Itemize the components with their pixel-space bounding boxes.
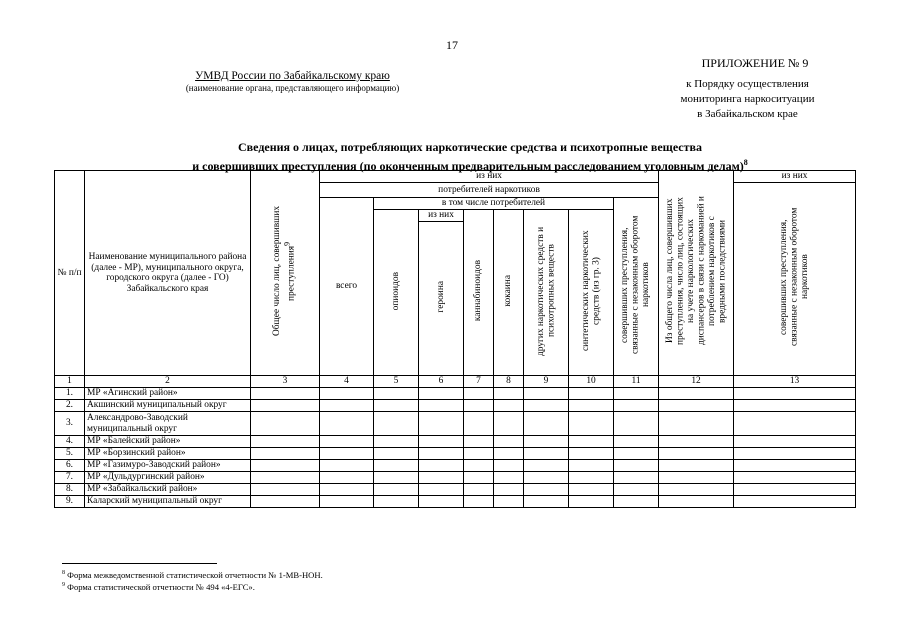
data-cell[interactable] <box>659 460 734 472</box>
table-row <box>55 496 856 508</box>
table-body <box>55 388 856 508</box>
data-cell[interactable] <box>251 460 320 472</box>
header-total-ref: 9 <box>282 241 292 246</box>
data-cell[interactable] <box>419 400 464 412</box>
footnote-mark: 8 <box>62 570 65 577</box>
data-cell[interactable] <box>524 388 569 400</box>
data-cell[interactable] <box>320 460 374 472</box>
data-cell[interactable] <box>320 436 374 448</box>
data-cell[interactable] <box>374 388 419 400</box>
data-cell[interactable] <box>524 400 569 412</box>
data-cell[interactable] <box>464 448 494 460</box>
data-cell[interactable] <box>374 496 419 508</box>
appendix-description <box>640 77 855 122</box>
table-row <box>55 436 856 448</box>
data-cell[interactable] <box>374 436 419 448</box>
statistics-table <box>54 170 856 508</box>
footnote-divider <box>62 563 217 564</box>
data-cell[interactable] <box>524 448 569 460</box>
appendix-line: в Забайкальском крае <box>697 108 798 120</box>
header-cannabinoids <box>464 210 494 376</box>
data-cell[interactable] <box>464 388 494 400</box>
data-cell[interactable] <box>251 484 320 496</box>
column-number: 9 <box>524 376 569 388</box>
row-number: 9. <box>55 496 85 508</box>
title-line-2-text: и совершивших преступления (по оконченным предварительным расследованием уголовным делам) <box>192 159 744 173</box>
data-cell[interactable] <box>464 436 494 448</box>
data-cell[interactable] <box>320 412 374 436</box>
row-number: 4. <box>55 436 85 448</box>
data-cell[interactable] <box>734 460 856 472</box>
row-name: Александрово-Заводский муниципальный округ <box>85 412 251 436</box>
header-heroin <box>419 222 464 376</box>
header-heroin-text: героина <box>435 281 446 313</box>
column-number: 13 <box>734 376 856 388</box>
row-number: 8. <box>55 484 85 496</box>
table-row <box>55 460 856 472</box>
header-of-them-right: из них <box>734 171 856 183</box>
org-caption: (наименование органа, представляющего информацию) <box>185 83 400 93</box>
page-number: 17 <box>446 38 458 52</box>
data-cell[interactable] <box>659 484 734 496</box>
data-cell[interactable] <box>734 388 856 400</box>
footnote-8 <box>62 570 323 580</box>
table-row <box>55 472 856 484</box>
header-synthetic <box>569 210 614 376</box>
header-registered-text: Из общего числа лиц, совершивших преступления, число лиц, состоящих на учете наркологических диспансеров в связи с наркоманией и потреблением наркотиков с вредными последствиями <box>664 196 728 346</box>
data-cell[interactable] <box>494 448 524 460</box>
data-cell[interactable] <box>569 496 614 508</box>
data-cell[interactable] <box>374 472 419 484</box>
data-cell[interactable] <box>569 484 614 496</box>
column-number: 8 <box>494 376 524 388</box>
data-cell[interactable] <box>419 472 464 484</box>
data-cell[interactable] <box>734 484 856 496</box>
data-cell[interactable] <box>464 412 494 436</box>
data-cell[interactable] <box>494 436 524 448</box>
data-cell[interactable] <box>494 400 524 412</box>
data-cell[interactable] <box>464 460 494 472</box>
appendix-title: ПРИЛОЖЕНИЕ № 9 <box>701 56 809 70</box>
data-cell[interactable] <box>320 484 374 496</box>
data-cell[interactable] <box>734 448 856 460</box>
data-cell[interactable] <box>374 484 419 496</box>
header-name: Наименование муниципального района (далее - МР), муниципального округа, городского округа (далее - ГО) Забайкальского края <box>85 171 251 376</box>
header-synthetic-text: синтетических наркотических средств (из гр. 3) <box>580 230 601 352</box>
data-cell[interactable] <box>569 400 614 412</box>
data-cell[interactable] <box>614 460 659 472</box>
column-number: 1 <box>55 376 85 388</box>
data-cell[interactable] <box>320 388 374 400</box>
column-number: 4 <box>320 376 374 388</box>
data-cell[interactable] <box>419 412 464 436</box>
data-cell[interactable] <box>524 496 569 508</box>
data-cell[interactable] <box>419 436 464 448</box>
data-cell[interactable] <box>614 484 659 496</box>
footnote-text: Форма статистической отчетности № 494 «4-ЕГС». <box>67 582 255 592</box>
header-right-crimes-text: совершивших преступления, связанные с незаконным оборотом наркотиков <box>778 208 810 347</box>
header-cocaine-text: кокаина <box>503 274 514 307</box>
row-name: МР «Агинский район» <box>85 388 251 400</box>
data-cell[interactable] <box>524 484 569 496</box>
data-cell[interactable] <box>659 412 734 436</box>
row-name: МР «Забайкальский район» <box>85 484 251 496</box>
data-cell[interactable] <box>734 400 856 412</box>
data-cell[interactable] <box>464 484 494 496</box>
data-cell[interactable] <box>494 412 524 436</box>
header-total-label: Общее число лиц, совершивших преступления <box>272 206 298 337</box>
table-row <box>55 484 856 496</box>
data-cell[interactable] <box>614 472 659 484</box>
header-opioids-text: опиоидов <box>390 271 401 310</box>
header-all: всего <box>320 198 374 376</box>
header-other-drugs-text: других наркотических средств и психотропных веществ <box>535 226 556 356</box>
data-cell[interactable] <box>320 448 374 460</box>
column-number: 10 <box>569 376 614 388</box>
row-name: МР «Балейский район» <box>85 436 251 448</box>
title-footnote-ref: 8 <box>743 158 748 167</box>
column-number: 6 <box>419 376 464 388</box>
row-number: 3. <box>55 412 85 436</box>
row-number: 1. <box>55 388 85 400</box>
row-name: Акшинский муниципальный округ <box>85 400 251 412</box>
row-number: 5. <box>55 448 85 460</box>
data-cell[interactable] <box>659 472 734 484</box>
header-total-text <box>272 196 297 346</box>
data-cell[interactable] <box>659 388 734 400</box>
data-cell[interactable] <box>320 472 374 484</box>
data-cell[interactable] <box>659 400 734 412</box>
data-cell[interactable] <box>251 400 320 412</box>
header-opioids <box>374 210 419 376</box>
data-cell[interactable] <box>320 496 374 508</box>
column-number: 5 <box>374 376 419 388</box>
data-cell[interactable] <box>251 472 320 484</box>
header-crimes-drug-related <box>614 198 659 376</box>
header-crimes-drug-related-text: совершивших преступления, связанные с незаконным оборотом наркотиков <box>620 215 652 354</box>
data-cell[interactable] <box>374 460 419 472</box>
appendix-line: к Порядку осуществления <box>686 78 809 90</box>
data-cell[interactable] <box>464 496 494 508</box>
data-cell[interactable] <box>524 460 569 472</box>
data-cell[interactable] <box>524 436 569 448</box>
column-number: 12 <box>659 376 734 388</box>
data-cell[interactable] <box>614 412 659 436</box>
header-including: в том числе потребителей <box>374 198 614 210</box>
header-of-them-small: из них <box>419 210 464 222</box>
data-cell[interactable] <box>569 388 614 400</box>
row-number: 6. <box>55 460 85 472</box>
header-num: № п/п <box>55 171 85 376</box>
data-cell[interactable] <box>374 400 419 412</box>
table-row <box>55 448 856 460</box>
data-cell[interactable] <box>569 460 614 472</box>
data-cell[interactable] <box>494 460 524 472</box>
data-cell[interactable] <box>251 436 320 448</box>
data-cell[interactable] <box>569 436 614 448</box>
column-number: 7 <box>464 376 494 388</box>
header-registered <box>659 171 734 376</box>
column-number: 11 <box>614 376 659 388</box>
header-right-crimes <box>734 183 856 376</box>
row-number: 7. <box>55 472 85 484</box>
org-block <box>150 70 435 93</box>
table-row <box>55 412 856 436</box>
table-row <box>55 388 856 400</box>
data-cell[interactable] <box>464 400 494 412</box>
data-cell[interactable] <box>251 496 320 508</box>
footnote-mark: 9 <box>62 582 65 589</box>
data-cell[interactable] <box>419 448 464 460</box>
data-cell[interactable] <box>569 448 614 460</box>
header-other-drugs <box>524 210 569 376</box>
header-of-them: из них <box>320 171 659 183</box>
data-cell[interactable] <box>320 400 374 412</box>
row-number: 2. <box>55 400 85 412</box>
data-cell[interactable] <box>464 472 494 484</box>
data-cell[interactable] <box>659 448 734 460</box>
data-cell[interactable] <box>251 412 320 436</box>
column-numbers-row <box>55 376 856 388</box>
org-name: УМВД России по Забайкальскому краю <box>195 70 390 82</box>
data-cell[interactable] <box>374 448 419 460</box>
data-cell[interactable] <box>734 472 856 484</box>
header-cannabinoids-text: каннабиноидов <box>473 260 484 322</box>
data-cell[interactable] <box>659 496 734 508</box>
column-number: 3 <box>251 376 320 388</box>
data-cell[interactable] <box>251 448 320 460</box>
header-total <box>251 171 320 376</box>
data-cell[interactable] <box>374 412 419 436</box>
table-row <box>55 400 856 412</box>
row-name: МР «Газимуро-Заводский район» <box>85 460 251 472</box>
header-drug-users: потребителей наркотиков <box>320 183 659 198</box>
data-cell[interactable] <box>419 484 464 496</box>
data-cell[interactable] <box>419 496 464 508</box>
row-name: Каларский муниципальный округ <box>85 496 251 508</box>
data-cell[interactable] <box>494 472 524 484</box>
data-cell[interactable] <box>614 400 659 412</box>
footnote-text: Форма межведомственной статистической отчетности № 1-МВ-НОН. <box>67 570 323 580</box>
header-cocaine <box>494 210 524 376</box>
data-cell[interactable] <box>494 388 524 400</box>
data-cell[interactable] <box>494 496 524 508</box>
data-cell[interactable] <box>494 484 524 496</box>
data-cell[interactable] <box>524 472 569 484</box>
footnote-9 <box>62 582 255 592</box>
data-cell[interactable] <box>419 388 464 400</box>
data-cell[interactable] <box>734 436 856 448</box>
document-title <box>90 140 850 174</box>
data-cell[interactable] <box>734 412 856 436</box>
data-cell[interactable] <box>419 460 464 472</box>
data-cell[interactable] <box>614 436 659 448</box>
column-number: 2 <box>85 376 251 388</box>
data-cell[interactable] <box>614 448 659 460</box>
data-cell[interactable] <box>569 412 614 436</box>
data-cell[interactable] <box>524 412 569 436</box>
data-cell[interactable] <box>251 388 320 400</box>
appendix-line: мониторинга наркоситуации <box>680 93 815 105</box>
data-cell[interactable] <box>659 436 734 448</box>
data-cell[interactable] <box>569 472 614 484</box>
title-line-1: Сведения о лицах, потребляющих наркотические средства и психотропные вещества <box>238 140 702 154</box>
data-cell[interactable] <box>734 496 856 508</box>
data-cell[interactable] <box>614 388 659 400</box>
row-name: МР «Борзинский район» <box>85 448 251 460</box>
data-cell[interactable] <box>614 496 659 508</box>
row-name: МР «Дульдургинский район» <box>85 472 251 484</box>
